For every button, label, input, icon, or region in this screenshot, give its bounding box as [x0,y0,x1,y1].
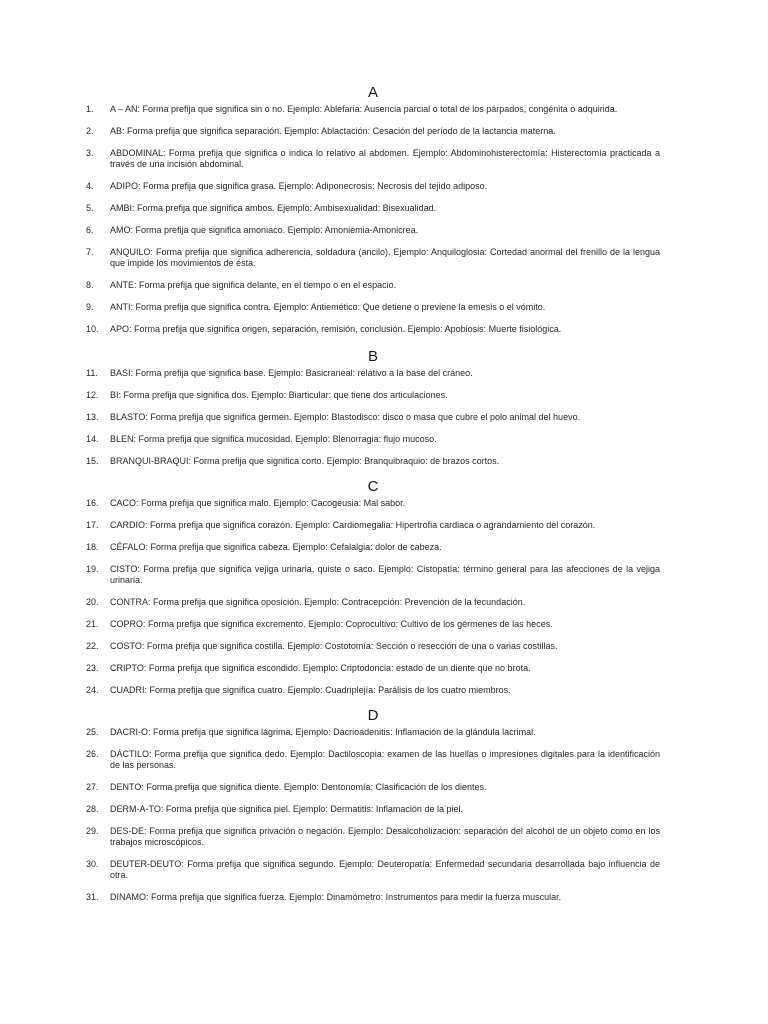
prefix-entry [86,663,660,674]
prefix-entry [86,859,660,881]
prefix-entry [86,148,660,170]
entry-text: A – AN: Forma prefija que significa sin o no. Ejemplo: Ablefaria: Ausencia parcial o total de los párpados, congénita o adquirida. [110,104,618,114]
entry-text: APO: Forma prefija que significa origen, separación, remisión, conclusión. Ejemplo: Apobiosis: Muerte fisiológica. [110,324,562,334]
entry-number: 26. [86,749,99,759]
entry-text: COSTO: Forma prefija que significa costilla. Ejemplo: Costotomía: Sección o resección de una o varias costillas. [110,641,558,651]
entry-number: 22. [86,641,99,651]
section-heading: B [367,348,378,365]
entry-text: CACO: Forma prefija que significa malo. Ejemplo: Cacogeusia: Mal sabor. [110,498,406,508]
prefix-entry [86,826,660,848]
entry-text: BRANQUI-BRAQUI: Forma prefija que significa corto. Ejemplo: Branquibraquio: de brazos cortos. [110,456,500,466]
prefix-entry [86,727,660,738]
entry-text: BI: Forma prefija que significa dos. Ejemplo: Biarticular: que tiene dos articulaciones. [110,390,448,400]
entry-number: 17. [86,520,99,530]
entry-number: 2. [86,126,94,136]
entry-text: BLEN: Forma prefija que significa mucosidad. Ejemplo: Blenorragia: flujo mucoso. [110,434,437,444]
section-heading: D [367,707,379,724]
entry-text: DACRI-O: Forma prefija que significa lágrima. Ejemplo: Dacrioadenitis: Inflamación de la glándula lacrimal. [110,727,536,737]
entry-text: ANQUILO: Forma prefija que significa adherencia, soldadura (ancilo). Ejemplo: Anquiloglosia: Cortedad anormal del frenillo de la lengua que impide los movimientos de ésta. [110,247,660,268]
entry-number: 25. [86,727,99,737]
prefix-entry [86,456,660,467]
section-c [86,478,660,696]
entry-text: DINAMO: Forma prefija que significa fuerza. Ejemplo: Dinamómetro: Instrumentos para medir la fuerza muscular. [110,892,562,902]
entry-number: 12. [86,390,99,400]
entry-text: AMO: Forma prefija que significa amoniaco. Ejemplo: Amoniemia-Amonicrea. [110,225,419,235]
prefix-entry [86,564,660,586]
entry-number: 29. [86,826,99,836]
entry-text: BASI: Forma prefija que significa base. Ejemplo: Basicraneal: relativo a la base del cráneo. [110,368,473,378]
entry-text: DENTO: Forma prefija que significa diente. Ejemplo: Dentonomía: Clasificación de los dientes. [110,782,487,792]
prefix-entry [86,597,660,608]
prefix-entry [86,434,660,445]
prefix-entry [86,520,660,531]
entry-number: 7. [86,247,94,257]
entry-number: 24. [86,685,99,695]
prefix-entry [86,247,660,269]
entry-text: ANTE: Forma prefija que significa delante, en el tiempo o en el espacio. [110,280,397,290]
prefix-entry [86,126,660,137]
entry-text: CUADRI: Forma prefija que significa cuatro. Ejemplo: Cuadriplejía: Parálisis de los cuatro miembros. [110,685,511,695]
entry-number: 15. [86,456,99,466]
section-a [86,84,660,335]
entry-text: CÉFALO: Forma prefija que significa cabeza. Ejemplo: Cefalalgia: dolor de cabeza. [110,542,442,552]
entry-number: 14. [86,434,99,444]
prefix-entry [86,104,660,115]
section-heading: C [367,478,379,495]
entry-text: ABDOMINAL: Forma prefija que significa o indica lo relativo al abdomen. Ejemplo: Abdominohisterectomía: Histerectomía practicada a través de una incisión abdominal. [110,148,660,169]
entry-number: 18. [86,542,99,552]
prefix-entry [86,412,660,423]
entry-text: COPRO: Forma prefija que significa excremento. Ejemplo: Coprocultivo: Cultivo de los gérmenes de las heces. [110,619,553,629]
section-d [86,707,660,903]
prefix-entry [86,804,660,815]
entry-number: 27. [86,782,99,792]
prefix-entry [86,280,660,291]
section-heading: A [367,84,378,101]
prefix-entry [86,203,660,214]
entry-text: CISTO: Forma prefija que significa vejiga urinaria, quiste o saco. Ejemplo: Cistopatía: término general para las afecciones de la vejiga urinaria. [110,564,660,585]
entry-text: DÁCTILO: Forma prefija que significa dedo. Ejemplo: Dactiloscopia: examen de las huellas o impresiones digitales para la identificación de las personas. [110,749,660,770]
prefix-list [86,104,660,335]
prefix-entry [86,685,660,696]
entry-number: 28. [86,804,99,814]
prefix-list [86,368,660,467]
prefix-list [86,727,660,903]
prefix-entry [86,641,660,652]
prefix-entry [86,542,660,553]
entry-number: 31. [86,892,99,902]
entry-number: 10. [86,324,99,334]
entry-number: 9. [86,302,94,312]
entry-text: DERM-A-TO: Forma prefija que significa piel. Ejemplo: Dermatitis: Inflamación de la piel. [110,804,463,814]
entry-number: 3. [86,148,94,158]
prefix-entry [86,498,660,509]
entry-text: ADIPO: Forma prefija que significa grasa. Ejemplo: Adiponecrosis: Necrosis del tejido adiposo. [110,181,488,191]
entry-number: 20. [86,597,99,607]
prefix-entry [86,368,660,379]
prefix-glossary [86,84,660,914]
entry-text: ANTI: Forma prefija que significa contra. Ejemplo: Antiemético: Que detiene o previene la emesis o el vómito. [110,302,546,312]
entry-number: 16. [86,498,99,508]
entry-number: 21. [86,619,99,629]
entry-text: AB: Forma prefija que significa separación. Ejemplo: Ablactación: Cesación del período de la lactancia materna. [110,126,556,136]
entry-number: 4. [86,181,94,191]
prefix-entry [86,302,660,313]
entry-number: 13. [86,412,99,422]
prefix-entry [86,619,660,630]
prefix-entry [86,181,660,192]
entry-number: 19. [86,564,99,574]
prefix-entry [86,324,660,335]
prefix-list [86,498,660,696]
entry-number: 5. [86,203,94,213]
entry-text: DES-DE: Forma prefija que significa privación o negación. Ejemplo: Desalcoholización: separación del alcohol de un objeto como en los trabajos microscópicos. [110,826,660,847]
entry-number: 11. [86,368,98,378]
entry-number: 23. [86,663,99,673]
entry-number: 30. [86,859,99,869]
prefix-entry [86,749,660,771]
prefix-entry [86,782,660,793]
entry-text: CONTRA: Forma prefija que significa oposición. Ejemplo: Contracepción: Prevención de la fecundación. [110,597,526,607]
entry-text: DEUTER-DEUTO: Forma prefija que significa segundo. Ejemplo: Deuteropatía: Enfermedad secundaria desarrollada bajo influencia de otra. [110,859,660,880]
prefix-entry [86,892,660,903]
prefix-entry [86,225,660,236]
entry-text: CRIPTO: Forma prefija que significa escondido. Ejemplo: Criptodoncia: estado de un diente que no brota. [110,663,531,673]
entry-number: 6. [86,225,94,235]
entry-text: BLASTO: Forma prefija que significa germen. Ejemplo: Blastodisco: disco o masa que cubre el polo animal del huevo. [110,412,581,422]
prefix-entry [86,390,660,401]
entry-number: 1. [86,104,94,114]
entry-text: CARDIO: Forma prefija que significa corazón. Ejemplo: Cardiomegalia: Hipertrofia cardiaca o agrandamiento del corazón. [110,520,596,530]
entry-number: 8. [86,280,94,290]
entry-text: AMBI: Forma prefija que significa ambos. Ejemplo: Ambisexualidad: Bisexualidad. [110,203,437,213]
section-b [86,348,660,467]
